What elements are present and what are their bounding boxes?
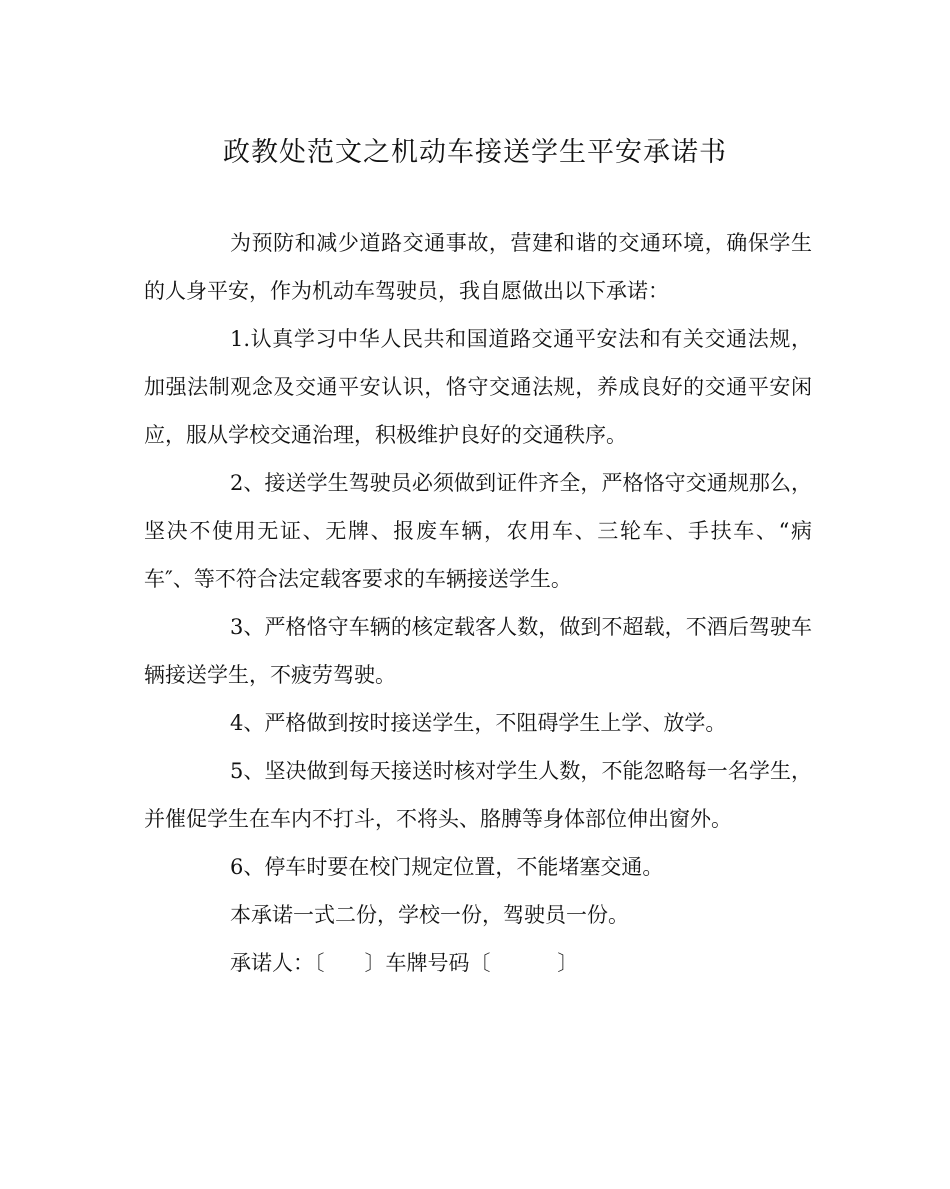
document-title: 政教处范文之机动车接送学生平安承诺书 <box>223 137 727 168</box>
commitment-item-4: 4、严格做到按时接送学生，不阻碍学生上学、放学。 <box>230 711 727 735</box>
commitment-item-1: 1.认真学习中华人民共和国道路交通平安法和有关交通法规，加强法制观念及交通平安认识，恪守交通法规，养成良好的交通平安闲应，服从学校交通治理，积极维护良好的交通秩序。 <box>144 327 812 447</box>
commitment-item-6: 6、停车时要在校门规定位置，不能堵塞交通。 <box>230 855 664 879</box>
intro-paragraph: 为预防和减少道路交通事故，营建和谐的交通环境，确保学生的人身平安，作为机动车驾驶员，我自愿做出以下承诺： <box>144 231 812 303</box>
commitment-item-3: 3、严格恪守车辆的核定载客人数，做到不超载，不酒后驾驶车辆接送学生，不疲劳驾驶。 <box>144 615 812 687</box>
copies-note: 本承诺一式二份，学校一份，驾驶员一份。 <box>230 903 629 927</box>
signature-line: 承诺人：〔 〕车牌号码〔 〕 <box>230 951 579 975</box>
commitment-item-2: 2、接送学生驾驶员必须做到证件齐全，严格恪守交通规那么，坚决不使用无证、无牌、报废车辆，农用车、三轮车、手扶车、“病车″、等不符合法定载客要求的车辆接送学生。 <box>144 471 812 591</box>
commitment-item-5: 5、坚决做到每天接送时核对学生人数，不能忽略每一名学生，并催促学生在车内不打斗，不将头、胳膊等身体部位伸出窗外。 <box>144 759 812 831</box>
document-body <box>144 219 812 987</box>
